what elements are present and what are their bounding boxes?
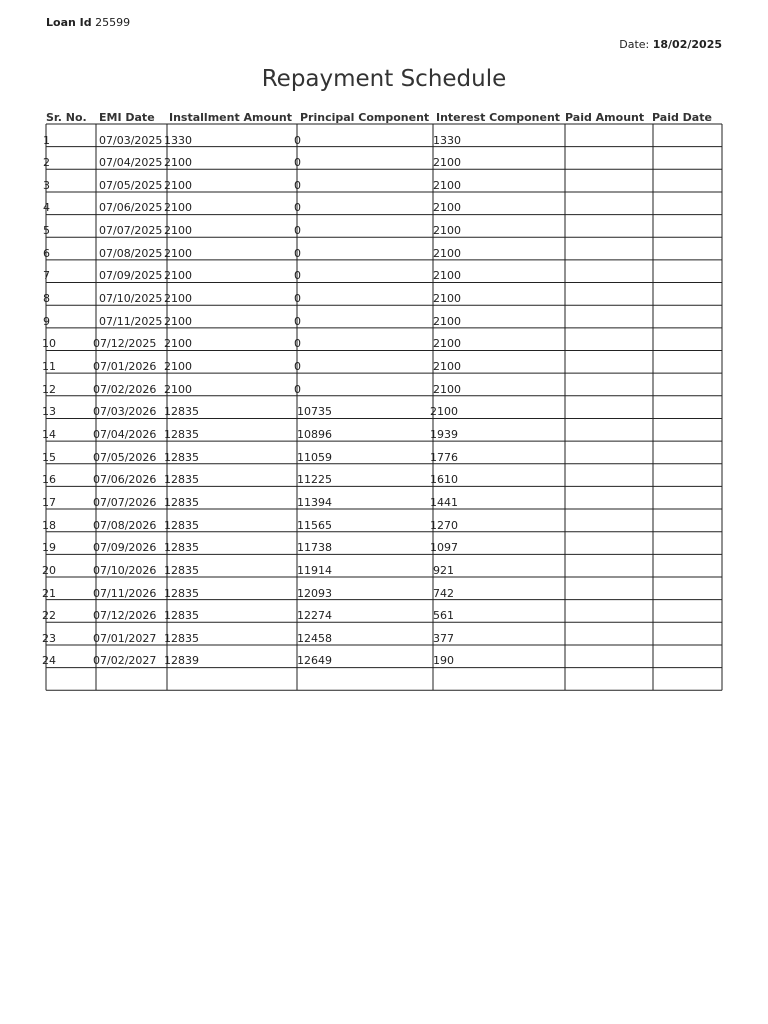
cell-principal-component: 0 [294,246,301,260]
cell-principal-component: 11738 [297,541,332,555]
cell-interest-component: 1441 [430,495,458,509]
cell-interest-component: 2100 [433,246,461,260]
cell-installment-amount: 2100 [164,314,192,328]
cell-sr-no: 17 [42,495,56,509]
cell-emi-date: 07/05/2026 [93,450,157,464]
cell-emi-date: 07/05/2025 [99,178,163,192]
cell-installment-amount: 2100 [164,360,192,373]
cell-emi-date: 07/08/2025 [99,246,163,260]
cell-sr-no: 12 [42,382,56,396]
cell-installment-amount: 12835 [164,541,199,555]
cell-installment-amount: 2100 [164,269,192,283]
cell-sr-no: 11 [42,360,56,373]
cell-installment-amount: 2100 [164,201,192,215]
cell-interest-component: 190 [433,654,454,668]
cell-sr-no: 18 [42,518,56,532]
cell-interest-component: 561 [433,609,454,623]
cell-principal-component: 10735 [297,405,332,419]
cell-interest-component: 2100 [433,269,461,283]
loan-id-label: Loan Id [46,16,92,29]
cell-emi-date: 07/01/2026 [93,360,157,373]
cell-sr-no: 22 [42,609,56,623]
cell-interest-component: 2100 [433,360,461,373]
cell-principal-component: 0 [294,382,301,396]
cell-interest-component: 2100 [433,178,461,192]
cell-installment-amount: 2100 [164,246,192,260]
cell-installment-amount: 12835 [164,563,199,577]
cell-principal-component: 10896 [297,427,332,441]
cell-emi-date: 07/12/2026 [93,609,157,623]
cell-sr-no: 24 [42,654,56,668]
cell-sr-no: 4 [43,201,50,215]
cell-interest-component: 377 [433,631,454,645]
cell-installment-amount: 2100 [164,337,192,351]
cell-emi-date: 07/07/2026 [93,495,157,509]
col-header-principal-component: Principal Component [300,111,430,124]
cell-emi-date: 07/03/2026 [93,405,157,419]
cell-sr-no: 13 [42,405,56,419]
cell-sr-no: 19 [42,541,56,555]
cell-emi-date: 07/04/2026 [93,427,157,441]
cell-installment-amount: 12835 [164,609,199,623]
col-header-installment-amount: Installment Amount [169,111,292,124]
cell-principal-component: 11394 [297,495,332,509]
date-line [619,38,722,51]
cell-sr-no: 1 [43,133,50,147]
cell-emi-date: 07/11/2025 [99,314,163,328]
cell-principal-component: 12093 [297,586,332,600]
cell-sr-no: 15 [42,450,56,464]
cell-sr-no: 7 [43,269,50,283]
cell-interest-component: 1776 [430,450,458,464]
cell-sr-no: 14 [42,427,56,441]
cell-sr-no: 9 [43,314,50,328]
cell-principal-component: 0 [294,292,301,305]
cell-interest-component: 1939 [430,427,458,441]
cell-emi-date: 07/06/2025 [99,201,163,215]
loan-id-value: 25599 [95,16,131,29]
cell-emi-date: 07/02/2027 [93,654,157,668]
cell-emi-date: 07/02/2026 [93,382,157,396]
cell-installment-amount: 2100 [164,178,192,192]
cell-emi-date: 07/09/2025 [99,269,163,283]
cell-sr-no: 20 [42,563,56,577]
cell-installment-amount: 1330 [164,133,192,147]
cell-emi-date: 07/07/2025 [99,224,163,238]
cell-sr-no: 5 [43,224,50,238]
cell-installment-amount: 2100 [164,224,192,238]
cell-interest-component: 1330 [433,133,461,147]
cell-installment-amount: 12835 [164,473,199,487]
cell-sr-no: 6 [43,246,50,260]
col-header-paid-date: Paid Date [652,111,712,124]
cell-interest-component: 1097 [430,541,458,555]
cell-principal-component: 12649 [297,654,332,668]
cell-principal-component: 11059 [297,450,332,464]
cell-sr-no: 8 [43,292,50,305]
cell-sr-no: 23 [42,631,56,645]
cell-interest-component: 2100 [433,382,461,396]
cell-interest-component: 742 [433,586,454,600]
cell-installment-amount: 12835 [164,450,199,464]
cell-principal-component: 0 [294,201,301,215]
cell-installment-amount: 12839 [164,654,199,668]
col-header-emi-date: EMI Date [99,111,155,124]
cell-installment-amount: 2100 [164,292,192,305]
cell-installment-amount: 12835 [164,586,199,600]
cell-emi-date: 07/08/2026 [93,518,157,532]
date-value: 18/02/2025 [652,38,722,51]
cell-principal-component: 12458 [297,631,332,645]
cell-principal-component: 0 [294,360,301,373]
cell-sr-no: 10 [42,337,56,351]
cell-principal-component: 12274 [297,609,332,623]
cell-sr-no: 21 [42,586,56,600]
cell-installment-amount: 12835 [164,631,199,645]
cell-interest-component: 1610 [430,473,458,487]
col-header-interest-component: Interest Component [436,111,561,124]
cell-principal-component: 0 [294,133,301,147]
cell-emi-date: 07/12/2025 [93,337,157,351]
cell-interest-component: 2100 [433,201,461,215]
cell-interest-component: 2100 [433,224,461,238]
cell-interest-component: 2100 [433,337,461,351]
cell-installment-amount: 12835 [164,495,199,509]
cell-sr-no: 3 [43,178,50,192]
cell-principal-component: 11914 [297,563,332,577]
cell-installment-amount: 12835 [164,405,199,419]
cell-emi-date: 07/10/2026 [93,563,157,577]
cell-emi-date: 07/01/2027 [93,631,157,645]
cell-principal-component: 0 [294,314,301,328]
cell-interest-component: 2100 [433,156,461,170]
cell-emi-date: 07/10/2025 [99,292,163,305]
cell-installment-amount: 12835 [164,427,199,441]
cell-emi-date: 07/09/2026 [93,541,157,555]
cell-sr-no: 2 [43,156,50,170]
cell-principal-component: 0 [294,224,301,238]
page-title: Repayment Schedule [261,66,507,92]
loan-id-line [46,16,130,29]
cell-interest-component: 2100 [433,292,461,305]
cell-principal-component: 0 [294,269,301,283]
cell-installment-amount: 2100 [164,382,192,396]
cell-emi-date: 07/04/2025 [99,156,163,170]
cell-interest-component: 2100 [430,405,458,419]
cell-principal-component: 0 [294,156,301,170]
cell-emi-date: 07/06/2026 [93,473,157,487]
col-header-sr-no: Sr. No. [46,111,87,124]
cell-emi-date: 07/03/2025 [99,133,163,147]
cell-principal-component: 11565 [297,518,332,532]
col-header-paid-amount: Paid Amount [565,111,645,124]
cell-principal-component: 0 [294,337,301,351]
cell-principal-component: 0 [294,178,301,192]
cell-interest-component: 1270 [430,518,458,532]
date-label: Date: [619,38,650,51]
cell-installment-amount: 12835 [164,518,199,532]
cell-interest-component: 2100 [433,314,461,328]
cell-principal-component: 11225 [297,473,332,487]
cell-installment-amount: 2100 [164,156,192,170]
cell-emi-date: 07/11/2026 [93,586,157,600]
cell-sr-no: 16 [42,473,56,487]
cell-interest-component: 921 [433,563,454,577]
